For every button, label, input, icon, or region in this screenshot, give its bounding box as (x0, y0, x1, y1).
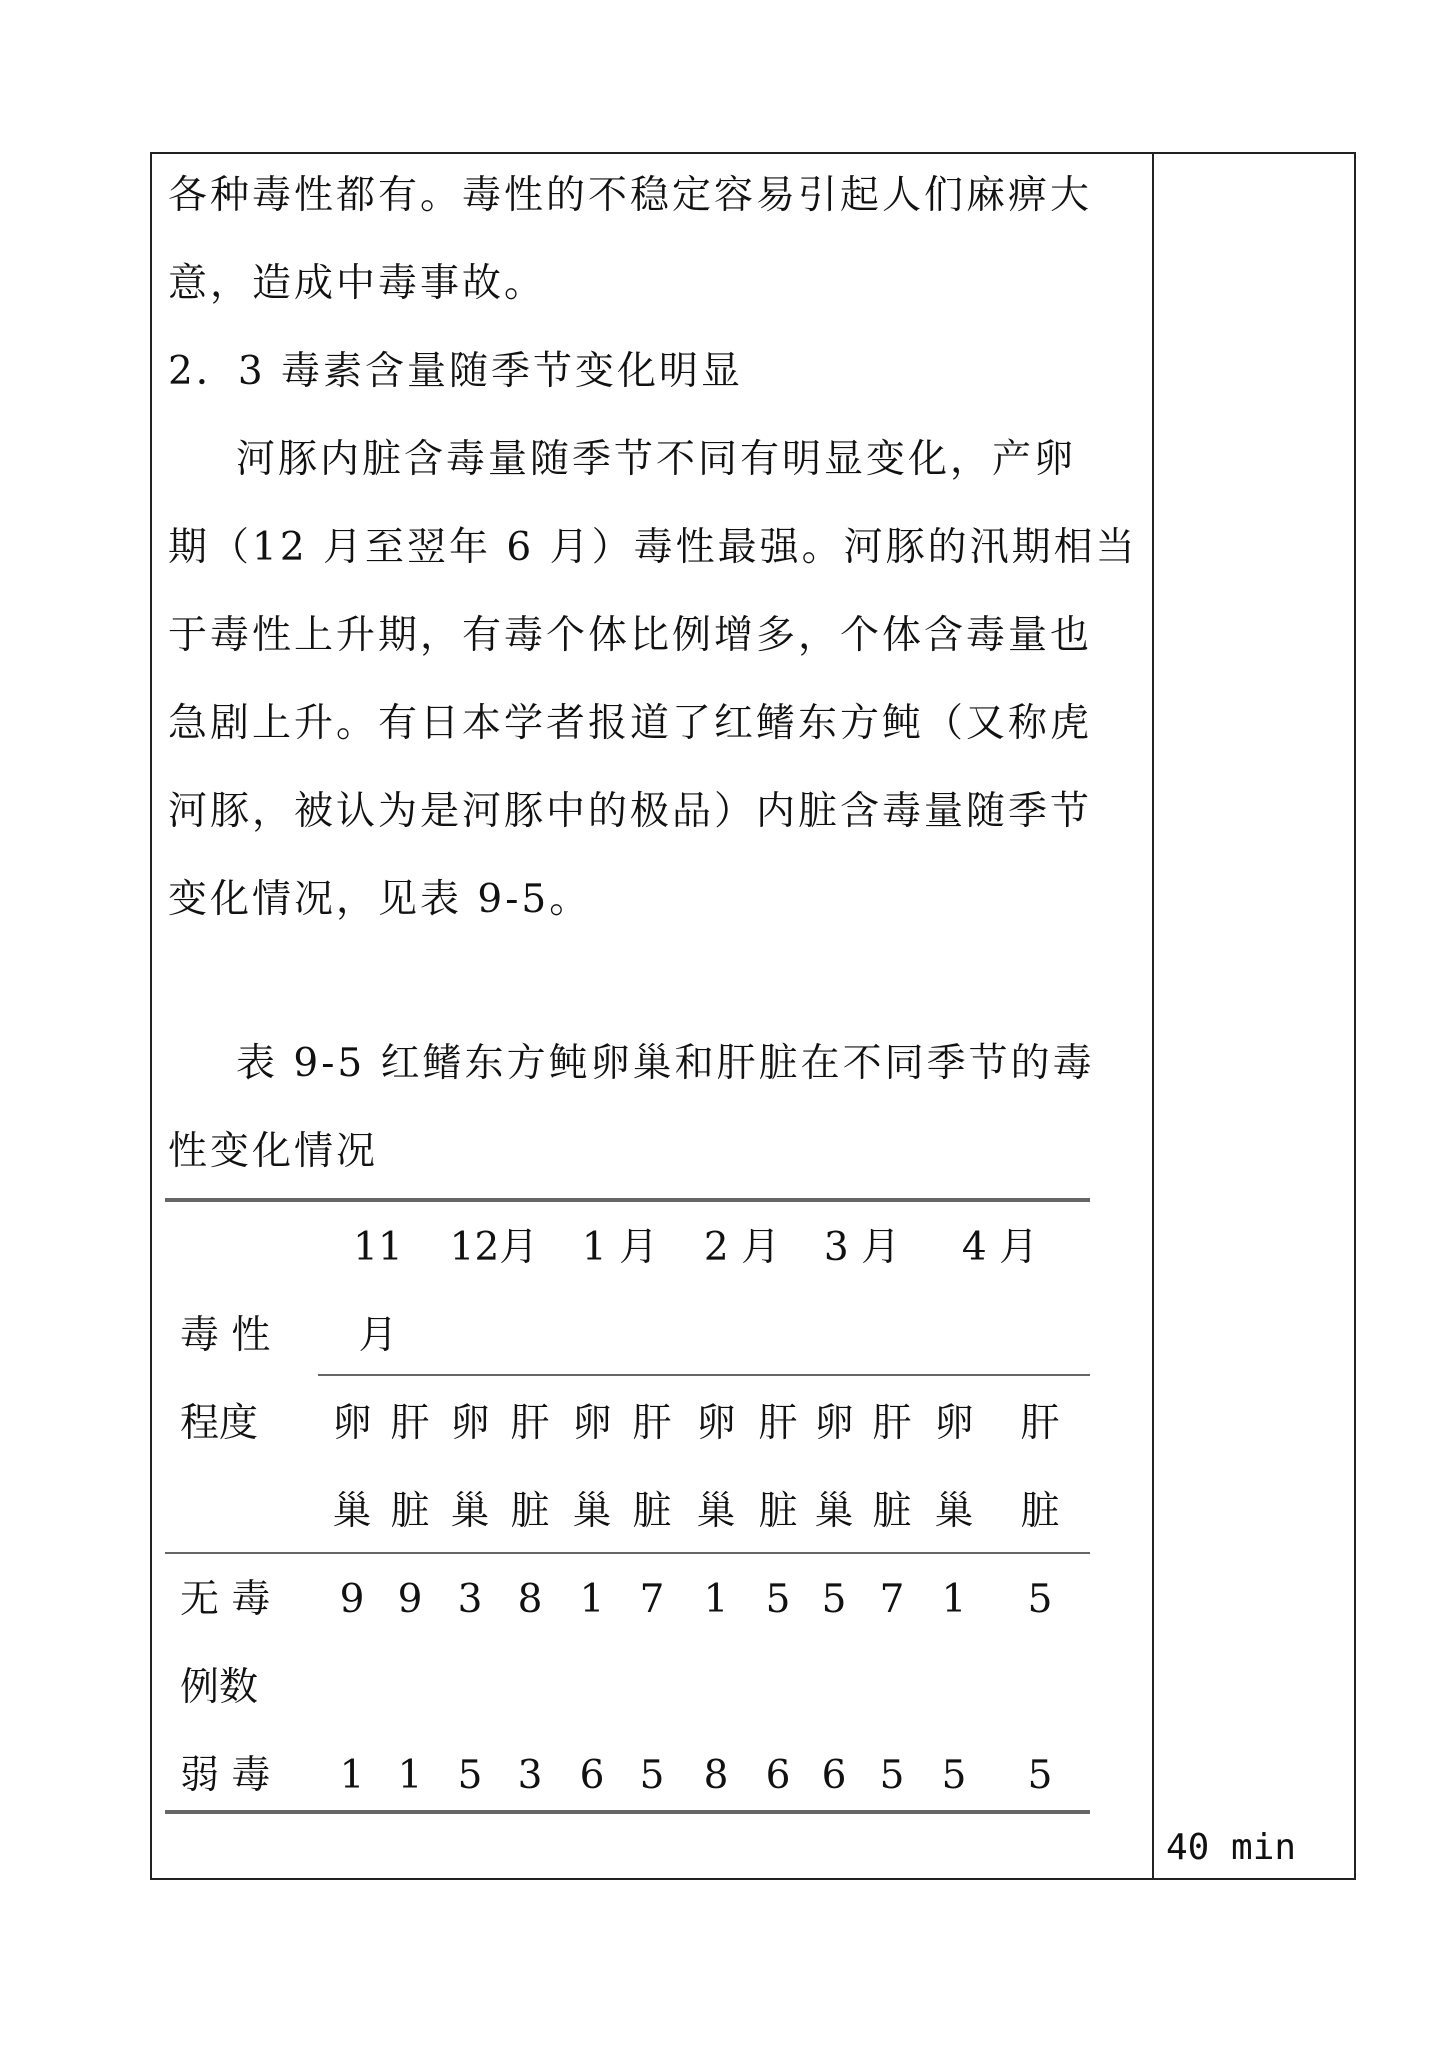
section-heading: 2．3 毒素含量随季节变化明显 (168, 349, 744, 394)
table-cell: 1 (703, 1577, 729, 1622)
table-cell: 5 (941, 1753, 967, 1798)
table-header-midrule (318, 1374, 1090, 1376)
organ-label: 脏 (872, 1489, 912, 1534)
table-cell: 5 (1027, 1753, 1053, 1798)
organ-label: 肝 (510, 1401, 550, 1446)
text-line: 河豚内脏含毒量随季节不同有明显变化，产卵 (236, 437, 1077, 482)
text-line: 变化情况，见表 9-5。 (168, 877, 592, 922)
table-cell: 5 (457, 1753, 483, 1798)
month-label: 11 (353, 1225, 403, 1270)
organ-label: 肝 (872, 1401, 912, 1446)
organ-label: 巢 (696, 1489, 736, 1534)
month-label: 1 月 (581, 1225, 659, 1270)
organ-label: 巢 (332, 1489, 372, 1534)
table-row-label: 弱 毒 (180, 1753, 271, 1798)
month-label: 4 月 (961, 1225, 1039, 1270)
organ-label: 卵 (934, 1401, 974, 1446)
organ-label: 巢 (814, 1489, 854, 1534)
organ-label: 卵 (572, 1401, 612, 1446)
organ-label: 卵 (696, 1401, 736, 1446)
month-label: 12月 (449, 1225, 539, 1270)
table-cell: 8 (517, 1577, 543, 1622)
table-cell: 1 (579, 1577, 605, 1622)
table-cell: 1 (397, 1753, 423, 1798)
organ-label: 肝 (390, 1401, 430, 1446)
table-cell: 9 (339, 1577, 365, 1622)
table-caption: 表 9-5 红鳍东方鲀卵巢和肝脏在不同季节的毒 (236, 1041, 1095, 1086)
organ-label: 卵 (450, 1401, 490, 1446)
organ-label: 肝 (1020, 1401, 1060, 1446)
table-cell: 6 (765, 1753, 791, 1798)
month-label: 月 (358, 1313, 398, 1358)
organ-label: 巢 (450, 1489, 490, 1534)
table-cell: 5 (879, 1753, 905, 1798)
table-cell: 3 (517, 1753, 543, 1798)
table-cell: 3 (457, 1577, 483, 1622)
month-label: 3 月 (823, 1225, 901, 1270)
organ-label: 肝 (632, 1401, 672, 1446)
table-cell: 5 (765, 1577, 791, 1622)
text-line: 各种毒性都有。毒性的不稳定容易引起人们麻痹大 (168, 173, 1093, 218)
organ-label: 肝 (758, 1401, 798, 1446)
text-line: 意，造成中毒事故。 (168, 261, 547, 306)
table-row-header: 毒 性 (180, 1313, 271, 1358)
table-cell: 6 (821, 1753, 847, 1798)
text-line: 于毒性上升期，有毒个体比例增多，个体含毒量也 (168, 613, 1093, 658)
table-cell: 9 (397, 1577, 423, 1622)
text-line: 河豚，被认为是河豚中的极品）内脏含毒量随季节 (168, 789, 1093, 834)
table-top-rule (165, 1198, 1090, 1202)
text-line: 期（12 月至翌年 6 月）毒性最强。河豚的汛期相当 (168, 525, 1138, 570)
table-cell: 1 (339, 1753, 365, 1798)
table-header-rule (165, 1552, 1090, 1554)
table-cell: 5 (639, 1753, 665, 1798)
organ-label: 脏 (1020, 1489, 1060, 1534)
table-bottom-rule (165, 1810, 1090, 1814)
table-cell: 5 (1027, 1577, 1053, 1622)
table-caption: 性变化情况 (168, 1129, 379, 1174)
organ-label: 脏 (758, 1489, 798, 1534)
table-cell: 7 (639, 1577, 665, 1622)
organ-label: 脏 (632, 1489, 672, 1534)
table-cell: 1 (941, 1577, 967, 1622)
organ-label: 脏 (390, 1489, 430, 1534)
organ-label: 巢 (934, 1489, 974, 1534)
column-divider (1152, 152, 1154, 1880)
organ-label: 脏 (510, 1489, 550, 1534)
time-label: 40 min (1166, 1827, 1297, 1868)
text-line: 急剧上升。有日本学者报道了红鳍东方鲀（又称虎 (168, 701, 1093, 746)
table-cell: 5 (821, 1577, 847, 1622)
organ-label: 巢 (572, 1489, 612, 1534)
table-cell: 6 (579, 1753, 605, 1798)
table-cell: 7 (879, 1577, 905, 1622)
table-row-label: 例数 (180, 1665, 259, 1710)
month-label: 2 月 (703, 1225, 781, 1270)
organ-label: 卵 (332, 1401, 372, 1446)
table-row-label: 无 毒 (180, 1577, 271, 1622)
table-cell: 8 (703, 1753, 729, 1798)
organ-label: 卵 (814, 1401, 854, 1446)
table-row-header: 程度 (180, 1401, 259, 1446)
